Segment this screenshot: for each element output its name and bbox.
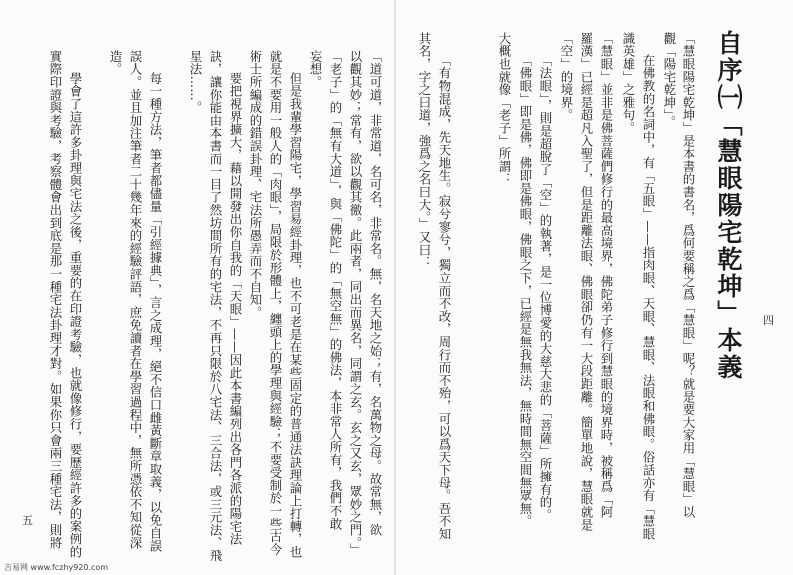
chapter-title: 自序㈠「慧眼陽宅乾坤」本義: [714, 30, 743, 381]
text-column: 「空」的境界。: [559, 32, 574, 122]
text-column: 觀「陽宅乾坤」。: [662, 32, 677, 129]
spine-divider: [394, 0, 396, 575]
text-column: 「慧眼」並非是佛菩薩們修行的最高境界，佛陀弟子修行到慧眼的境界時，被稱爲「阿: [599, 32, 614, 519]
text-column: 訣，讓你能由本書而一目了然坊間所有的宅法，不再只限於八宅法、三合法，或三元法、飛: [208, 50, 223, 562]
watermark-footer: 吉易网 www.fczhy920.com: [4, 563, 109, 572]
text-column: 星法……。: [188, 50, 203, 114]
text-column: 「慧眼陽宅乾坤」是本書的書名，爲何要稱之爲「慧眼」呢？就是要大家用「慧眼」以: [681, 32, 696, 519]
text-column: 羅漢」已經是超凡入聖了，但是距離法眼、佛眼卻仍有一大段距離。簡單地說，慧眼就是: [579, 32, 594, 532]
text-column: 就是不要用一般人的「肉眼」，局限於形體上，纏頭上的學理與經驗；不要受制於一些古今: [268, 50, 283, 556]
text-column: 但是我輩學習陽宅，學習易經卦理，也不可老是在某些固定的普通法訣理論上打轉，也: [288, 72, 303, 559]
text-column: 實際印證與考驗，考察體會出到底是那一種宅法卦理才對。如果你只會兩三種宅法，則將: [48, 50, 63, 550]
text-column: 學會了這許多卦理與宅法之後，重要的在印證考驗，也就像修行，要歷經許多的案例的: [68, 72, 83, 559]
text-column: 「老子」的「無有大道」，與「佛陀」的「無空無」的佛法，本非常人所有，我們不敢: [328, 50, 343, 531]
text-column: 在佛教的名詞中，有「五眼」——指肉眼、天眼、慧眼、法眼和佛眼。俗話亦有「慧眼: [641, 54, 656, 541]
page-number-left: 五: [22, 514, 33, 527]
text-column: 「有物混成，先天地生。寂兮寥兮，獨立而不改，周行而不殆，可以爲天下母。吾不知: [437, 54, 452, 541]
text-column: 誤人。並且加注筆者二十幾年來的經驗評語，庶免讀者在學習過程中，無所憑依不知從深: [128, 50, 143, 550]
text-column: 「法眼」，則是超脫了「空」的執著，是一位博愛的大慈大悲的「菩薩」所擁有的。: [538, 54, 553, 522]
text-column: 其名，字之曰道，強爲之名曰大。」又曰：: [417, 32, 432, 269]
text-column: 識英雄」之雅句。: [621, 32, 636, 135]
text-column: 造。: [108, 50, 123, 76]
page-number-right: 四: [763, 314, 774, 327]
text-column: 每一種方法，筆者都儘量「引經據典」，言之成理，絕不信口雌黃斷章取義，以免自誤: [148, 72, 163, 553]
text-column: 大概也就像「老子」所謂：: [497, 32, 512, 186]
text-column: 術士所編成的錯誤卦理、宅法所愚弄而不自知。: [248, 50, 263, 319]
text-column: 要把視界擴大，藉以開發出你自我的「天眼」——因此本書編列出各門各派的陽宅法: [228, 72, 243, 546]
text-column: 「佛眼」即是佛，佛即是佛眼，佛眼之下，已經是無我無法，無時間無空間無眾無。: [518, 54, 533, 528]
text-column: 「道可道，非常道，名可名，非常名。無，名天地之始；有，名萬物之母。故常無，欲: [368, 50, 383, 537]
text-column: 以觀其妙；常有，欲以觀其徼。此兩者，同出而異名，同謂之玄。玄之又玄，眾妙之門。」: [348, 50, 363, 556]
text-column: 妄想。: [308, 50, 323, 89]
